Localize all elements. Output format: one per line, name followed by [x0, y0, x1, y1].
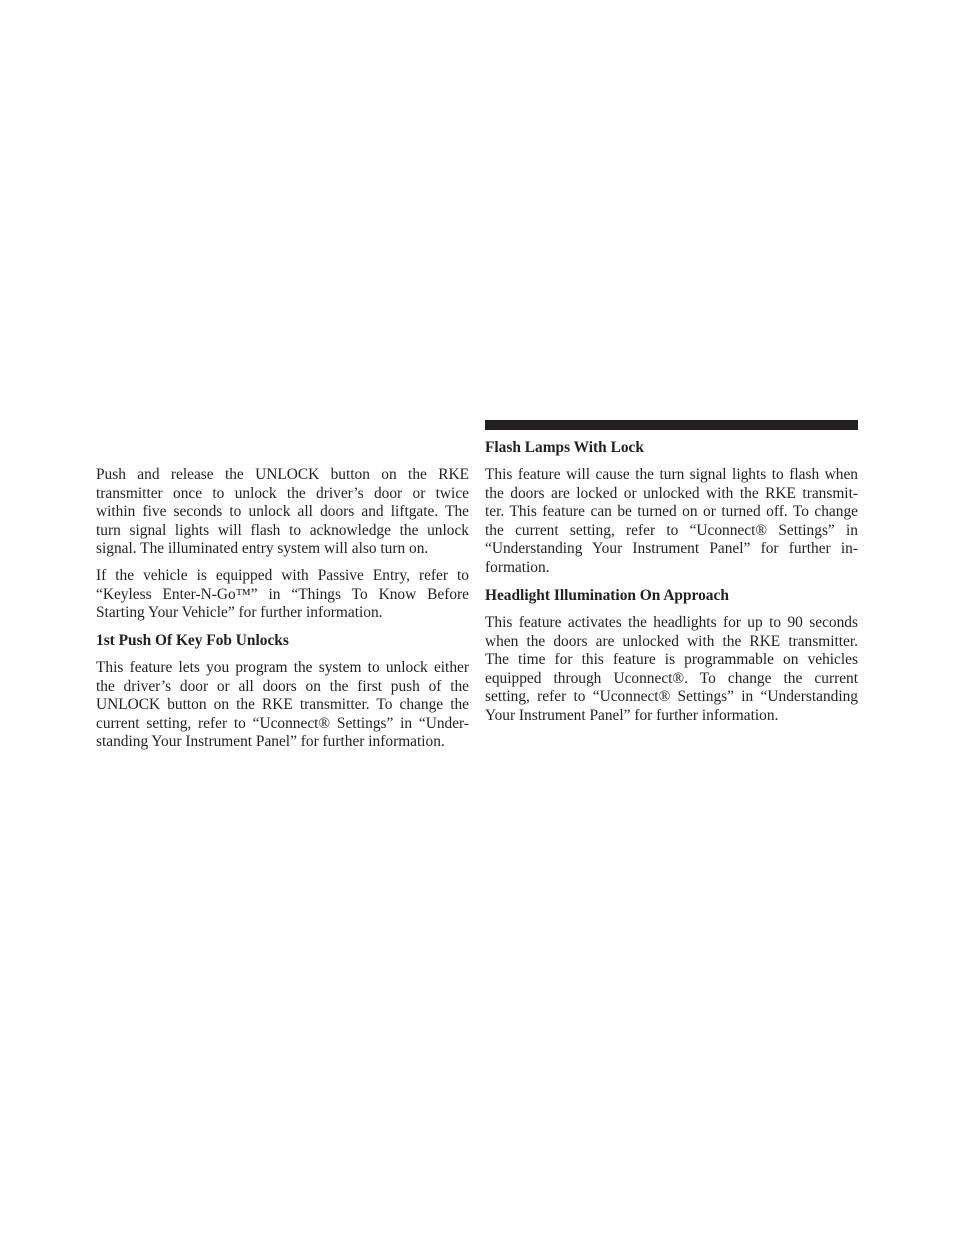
text-line: the doors are locked or unlocked with the RKE transmit- — [485, 484, 858, 502]
text-line: the current setting, refer to “Uconnect® Settings” in — [485, 521, 858, 539]
text-line: standing Your Instrument Panel” for further information. — [96, 733, 445, 751]
text-line: The time for this feature is programmable on vehicles — [485, 651, 858, 669]
headlight-illumination-heading: Headlight Illumination On Approach — [485, 587, 729, 604]
text-line: equipped through Uconnect®. To change the current — [485, 669, 858, 687]
paragraph-text — [485, 466, 858, 578]
passive-entry-paragraph — [96, 567, 469, 623]
paragraph-text — [485, 614, 858, 726]
text-line: Your Instrument Panel” for further information. — [485, 706, 779, 724]
text-line: formation. — [485, 558, 550, 576]
text-line: signal. The illuminated entry system will also turn on. — [96, 540, 429, 558]
headlight-illumination-paragraph — [485, 614, 858, 726]
text-line: within five seconds to unlock all doors and liftgate. The — [96, 503, 469, 521]
flash-lamps-paragraph — [485, 466, 858, 578]
key-fob-unlocks-paragraph — [96, 659, 469, 752]
text-line: transmitter once to unlock the driver’s door or twice — [96, 484, 469, 502]
unlock-paragraph — [96, 466, 469, 559]
text-line: the driver’s door or all doors on the first push of the — [96, 677, 469, 695]
text-line: UNLOCK button on the RKE transmitter. To change the — [96, 696, 469, 714]
text-line: Push and release the UNLOCK button on the RKE — [96, 466, 469, 483]
text-line: setting, refer to “Uconnect® Settings” in “Understanding — [485, 688, 858, 706]
text-line: If the vehicle is equipped with Passive Entry, refer to — [96, 567, 469, 584]
text-line: This feature will cause the turn signal lights to flash when — [485, 466, 858, 483]
text-line: This feature lets you program the system to unlock either — [96, 659, 469, 676]
key-fob-unlocks-heading: 1st Push Of Key Fob Unlocks — [96, 632, 289, 649]
text-line: turn signal lights will flash to acknowledge the unlock — [96, 521, 469, 539]
text-line: This feature activates the headlights for up to 90 seconds — [485, 614, 858, 631]
text-line: ter. This feature can be turned on or turned off. To change — [485, 503, 858, 521]
text-line: “Keyless Enter-N-Go™” in “Things To Know Before — [96, 585, 469, 603]
text-line: “Understanding Your Instrument Panel” for further in- — [485, 540, 858, 558]
text-line: current setting, refer to “Uconnect® Settings” in “Under- — [96, 714, 469, 732]
text-line: when the doors are unlocked with the RKE transmitter. — [485, 632, 858, 650]
flash-lamps-heading: Flash Lamps With Lock — [485, 439, 644, 456]
paragraph-text — [96, 567, 469, 623]
paragraph-text — [96, 659, 469, 752]
section-rule — [485, 420, 858, 430]
paragraph-text — [96, 466, 469, 559]
text-line: Starting Your Vehicle” for further information. — [96, 604, 383, 622]
